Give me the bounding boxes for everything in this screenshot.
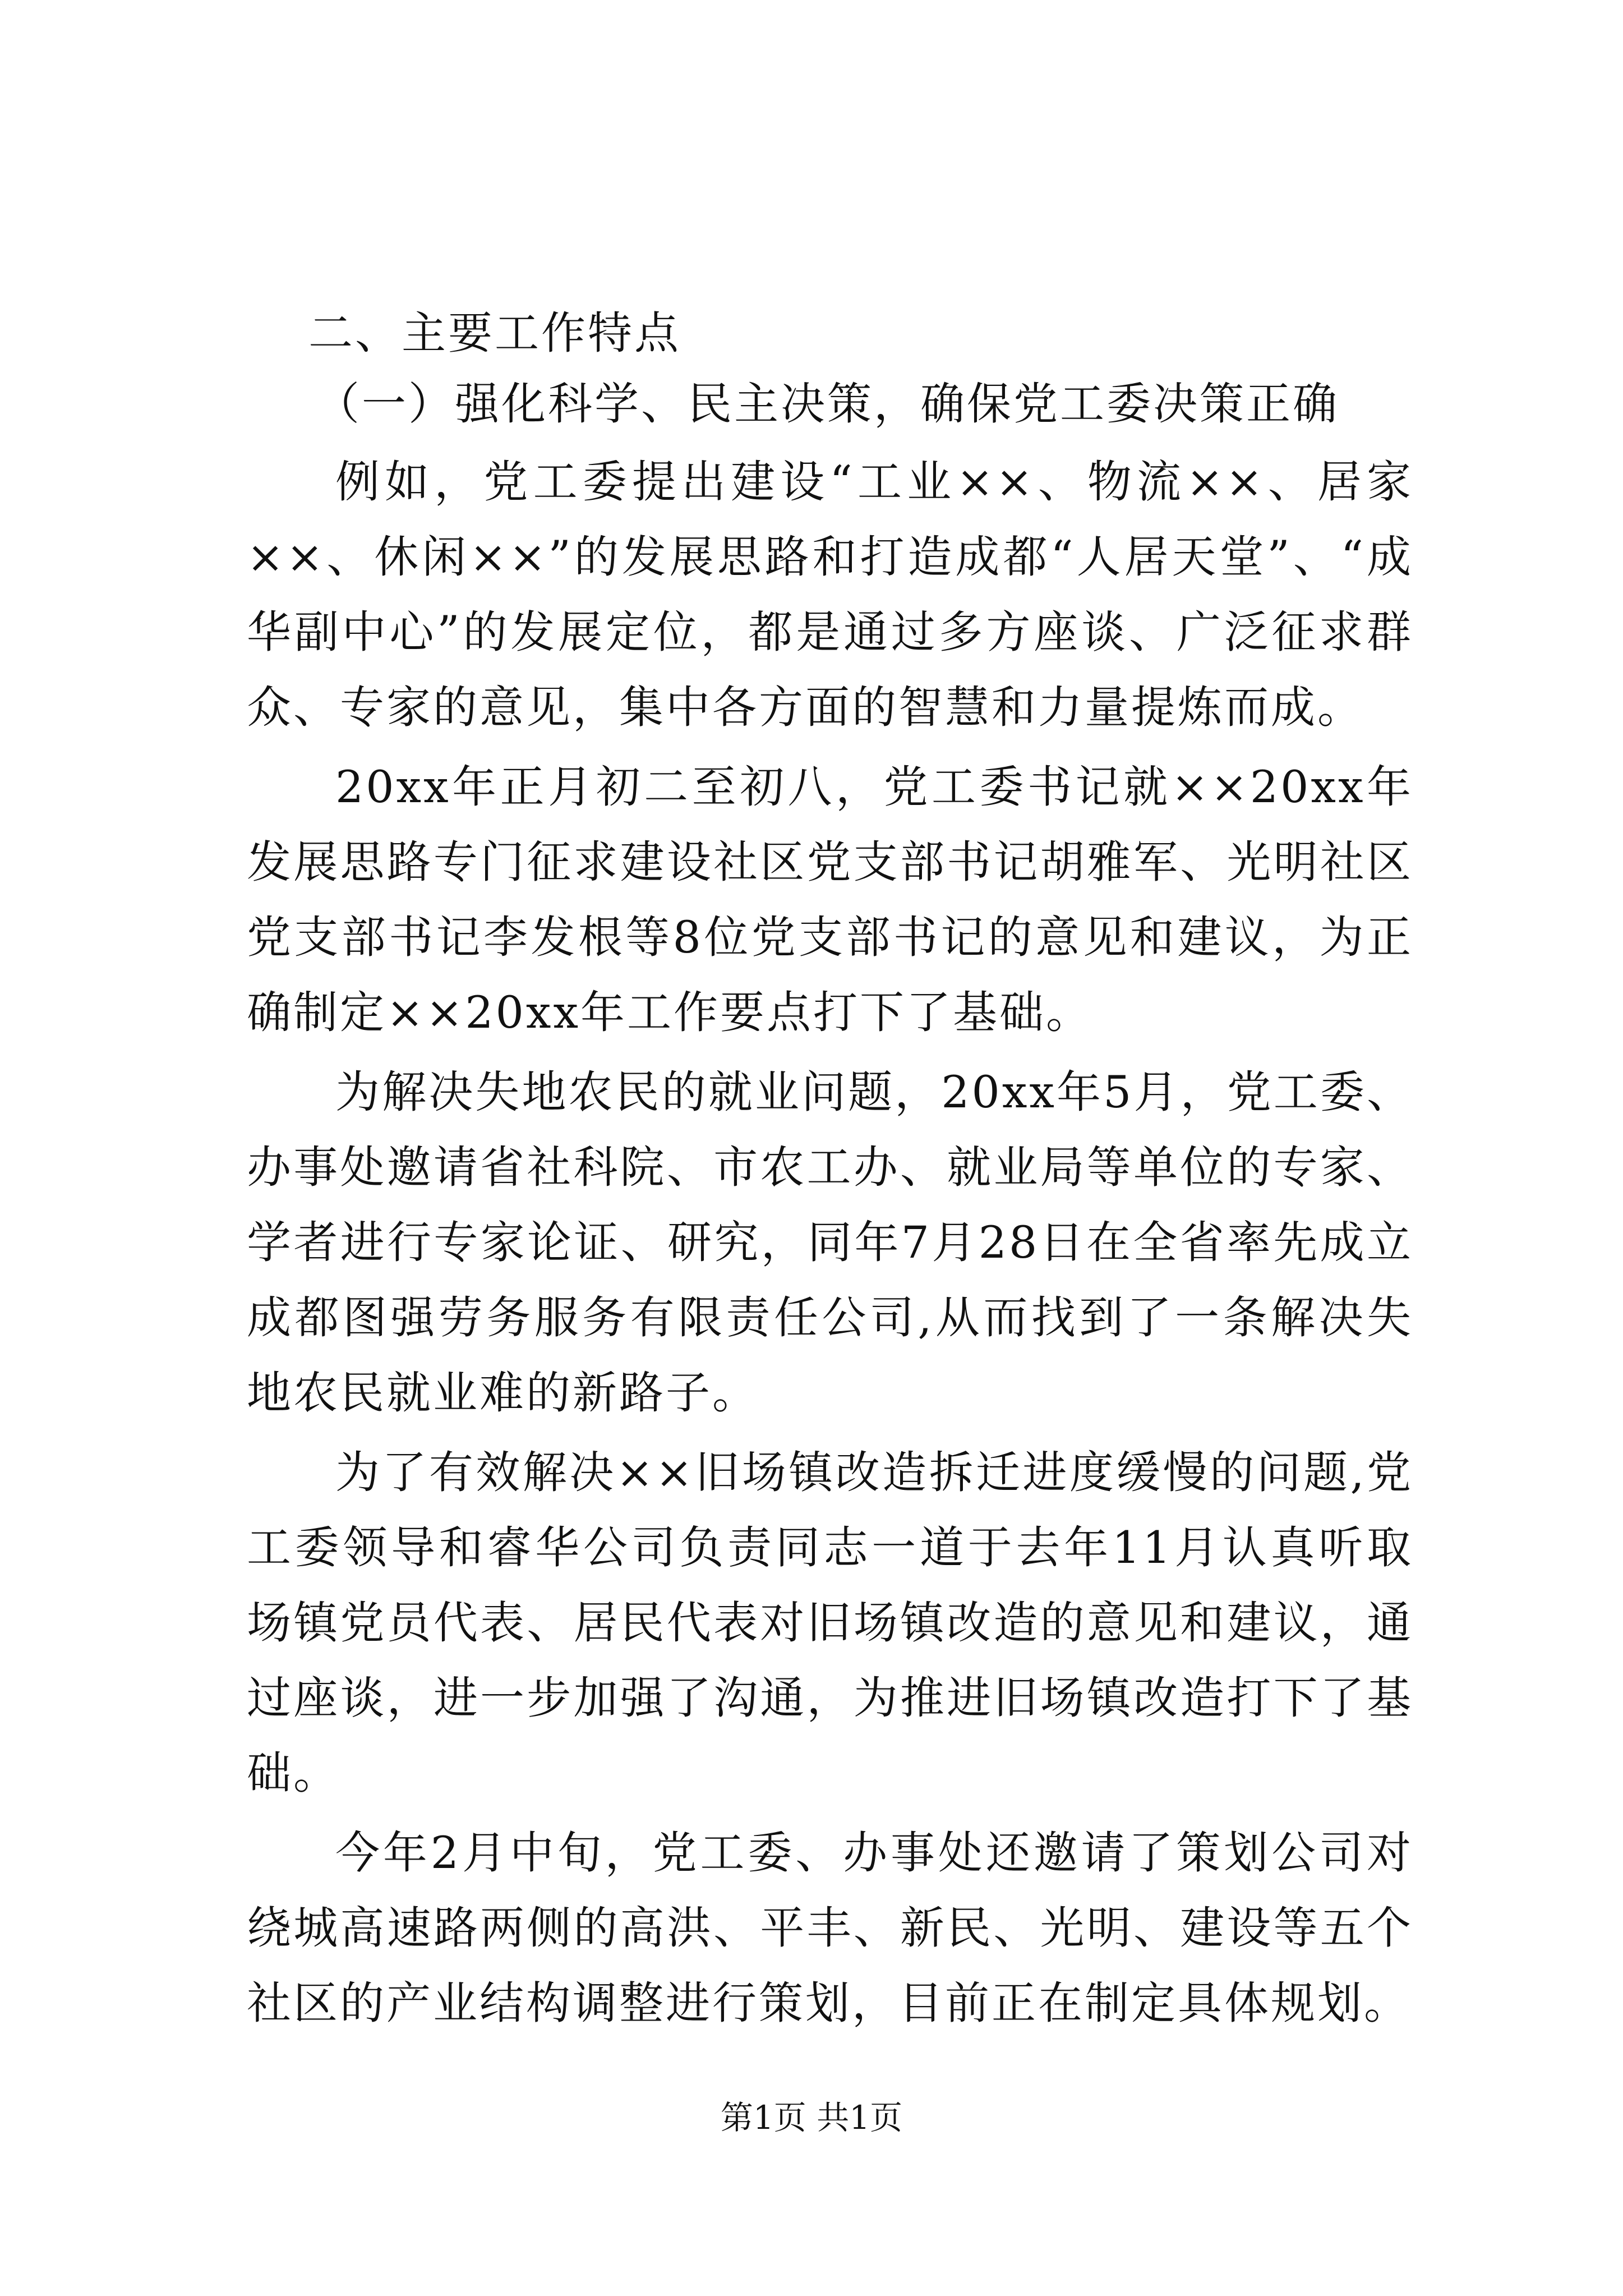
paragraph: 为解决失地农民的就业问题，20xx年5月，党工委、办事处邀请省社科院、市农工办、就业局等单位的专家、学者进行专家论证、研究，同年7月28日在全省率先成立成都图强劳务服务有限责任公司,从而找到了一条解决失地农民就业难的新路子。 [247, 1066, 1413, 1419]
document-body [247, 303, 1413, 2045]
paragraph: 今年2月中旬，党工委、办事处还邀请了策划公司对绕城高速路两侧的高洪、平丰、新民、光明、建设等五个社区的产业结构调整进行策划，目前正在制定具体规划。 [247, 1827, 1413, 2029]
paragraph: 为了有效解决××旧场镇改造拆迁进度缓慢的问题,党工委领导和睿华公司负责同志一道于去年11月认真听取场镇党员代表、居民代表对旧场镇改造的意见和建议，通过座谈，进一步加强了沟通，为推进旧场镇改造打下了基础。 [247, 1447, 1413, 1799]
page-footer: 第1页 共1页 [720, 2099, 903, 2137]
paragraph: 例如，党工委提出建设“工业××、物流××、居家××、休闲××”的发展思路和打造成都“人居天堂”、“成华副中心”的发展定位，都是通过多方座谈、广泛征求群众、专家的意见，集中各方面的智慧和力量提炼而成。 [247, 456, 1413, 733]
paragraph: 20xx年正月初二至初八，党工委书记就××20xx年发展思路专门征求建设社区党支部书记胡雅军、光明社区党支部书记李发根等8位党支部书记的意见和建议，为正确制定××20xx年工作要点打下了基础。 [247, 761, 1413, 1038]
section-heading: 二、主要工作特点 [308, 307, 681, 359]
subsection-heading: （一）强化科学、民主决策，确保党工委决策正确 [315, 378, 1339, 430]
